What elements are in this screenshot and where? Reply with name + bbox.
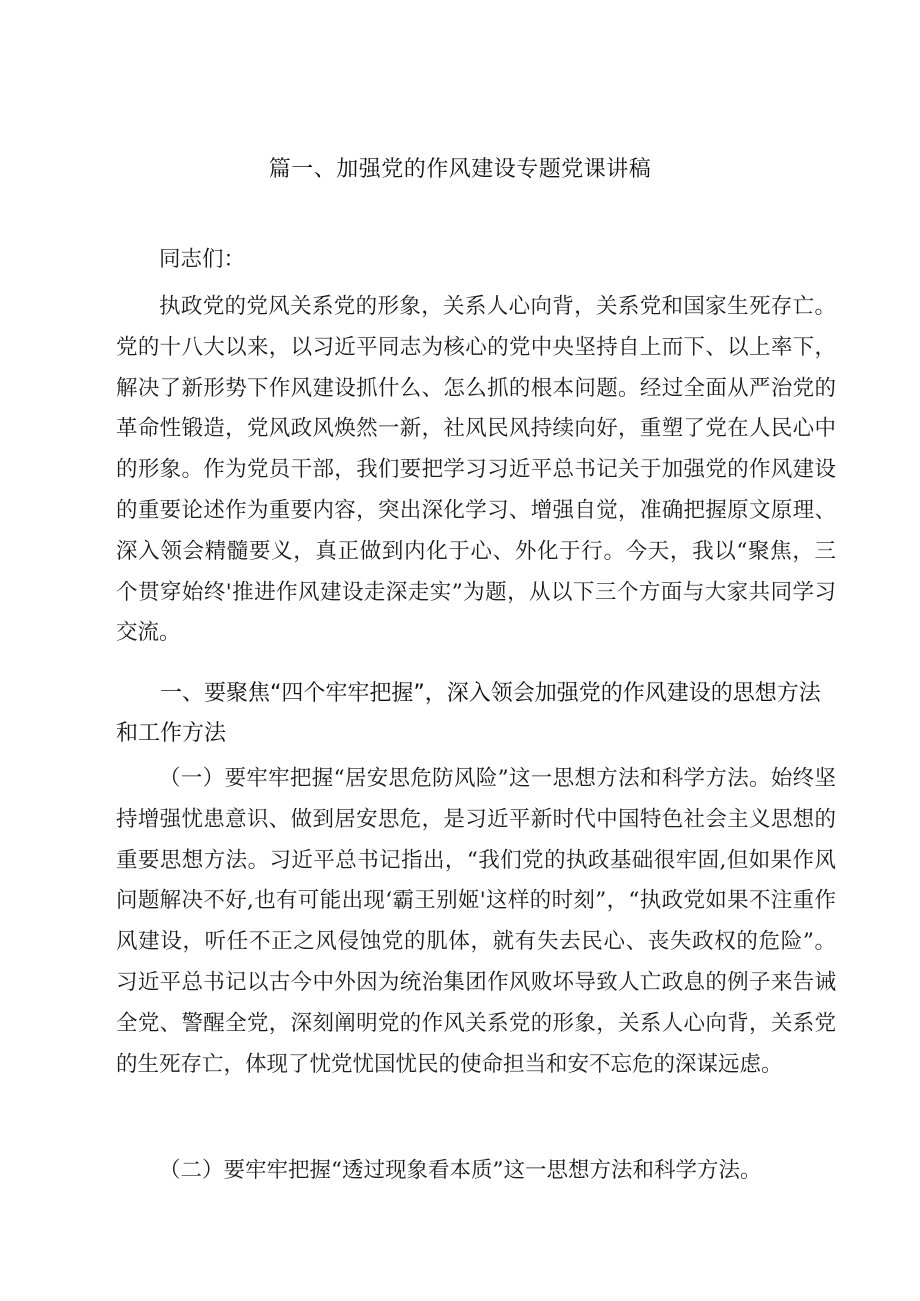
document-title: 篇一、加强党的作风建设专题党课讲稿 [268, 157, 652, 182]
section-heading-1: 一、要聚焦“四个牢牢把握”，深入领会加强党的作风建设的思想方法和工作方法 [116, 681, 821, 746]
paragraph-subsection-1: （一）要牢牢把握“居安思危防风险”这一思想方法和科学方法。始终坚持增强忧患意识、做到居安思危，是习近平新时代中国特色社会主义思想的重要思想方法。习近平总书记指出，“我们党的执政基础很牢固,但如果作风问题解决不好,也有可能出现‘霸王别姬'这样的时刻”，“执政党如果不注重作风建设，听任不正之风侵蚀党的肌体，就有失去民心、丧失政权的危险”。习近平总书记以古今中外因为统治集团作风败坏导致人亡政息的例子来告诫全党、警醒全党，深刻阐明党的作风关系党的形象，关系人心向背，关系党的生死存亡，体现了忧党忧国忧民的使命担当和安不忘危的深谋远虑。 [116, 766, 836, 1077]
salutation: 同志们： [159, 247, 246, 272]
paragraph-intro: 执政党的党风关系党的形象，关系人心向背，关系党和国家生死存亡。党的十八大以来，以习近平同志为核心的党中央坚持自上而下、以上率下，解决了新形势下作风建设抓什么、怎么抓的根本问题。经过全面从严治党的革命性锻造，党风政风焕然一新，社风民风持续向好，重塑了党在人民心中的形象。作为党员干部，我们要把学习习近平总书记关于加强党的作风建设的重要论述作为重要内容，突出深化学习、增强自觉，准确把握原文原理、深入领会精髓要义，真正做到内化于心、外化于行。今天，我以“聚焦，三个贯穿始终'推进作风建设走深走实”为题，从以下三个方面与大家共同学习交流。 [116, 294, 836, 646]
paragraph-subsection-2: （二）要牢牢把握“透过现象看本质”这一思想方法和科学方法。 [159, 1158, 762, 1183]
